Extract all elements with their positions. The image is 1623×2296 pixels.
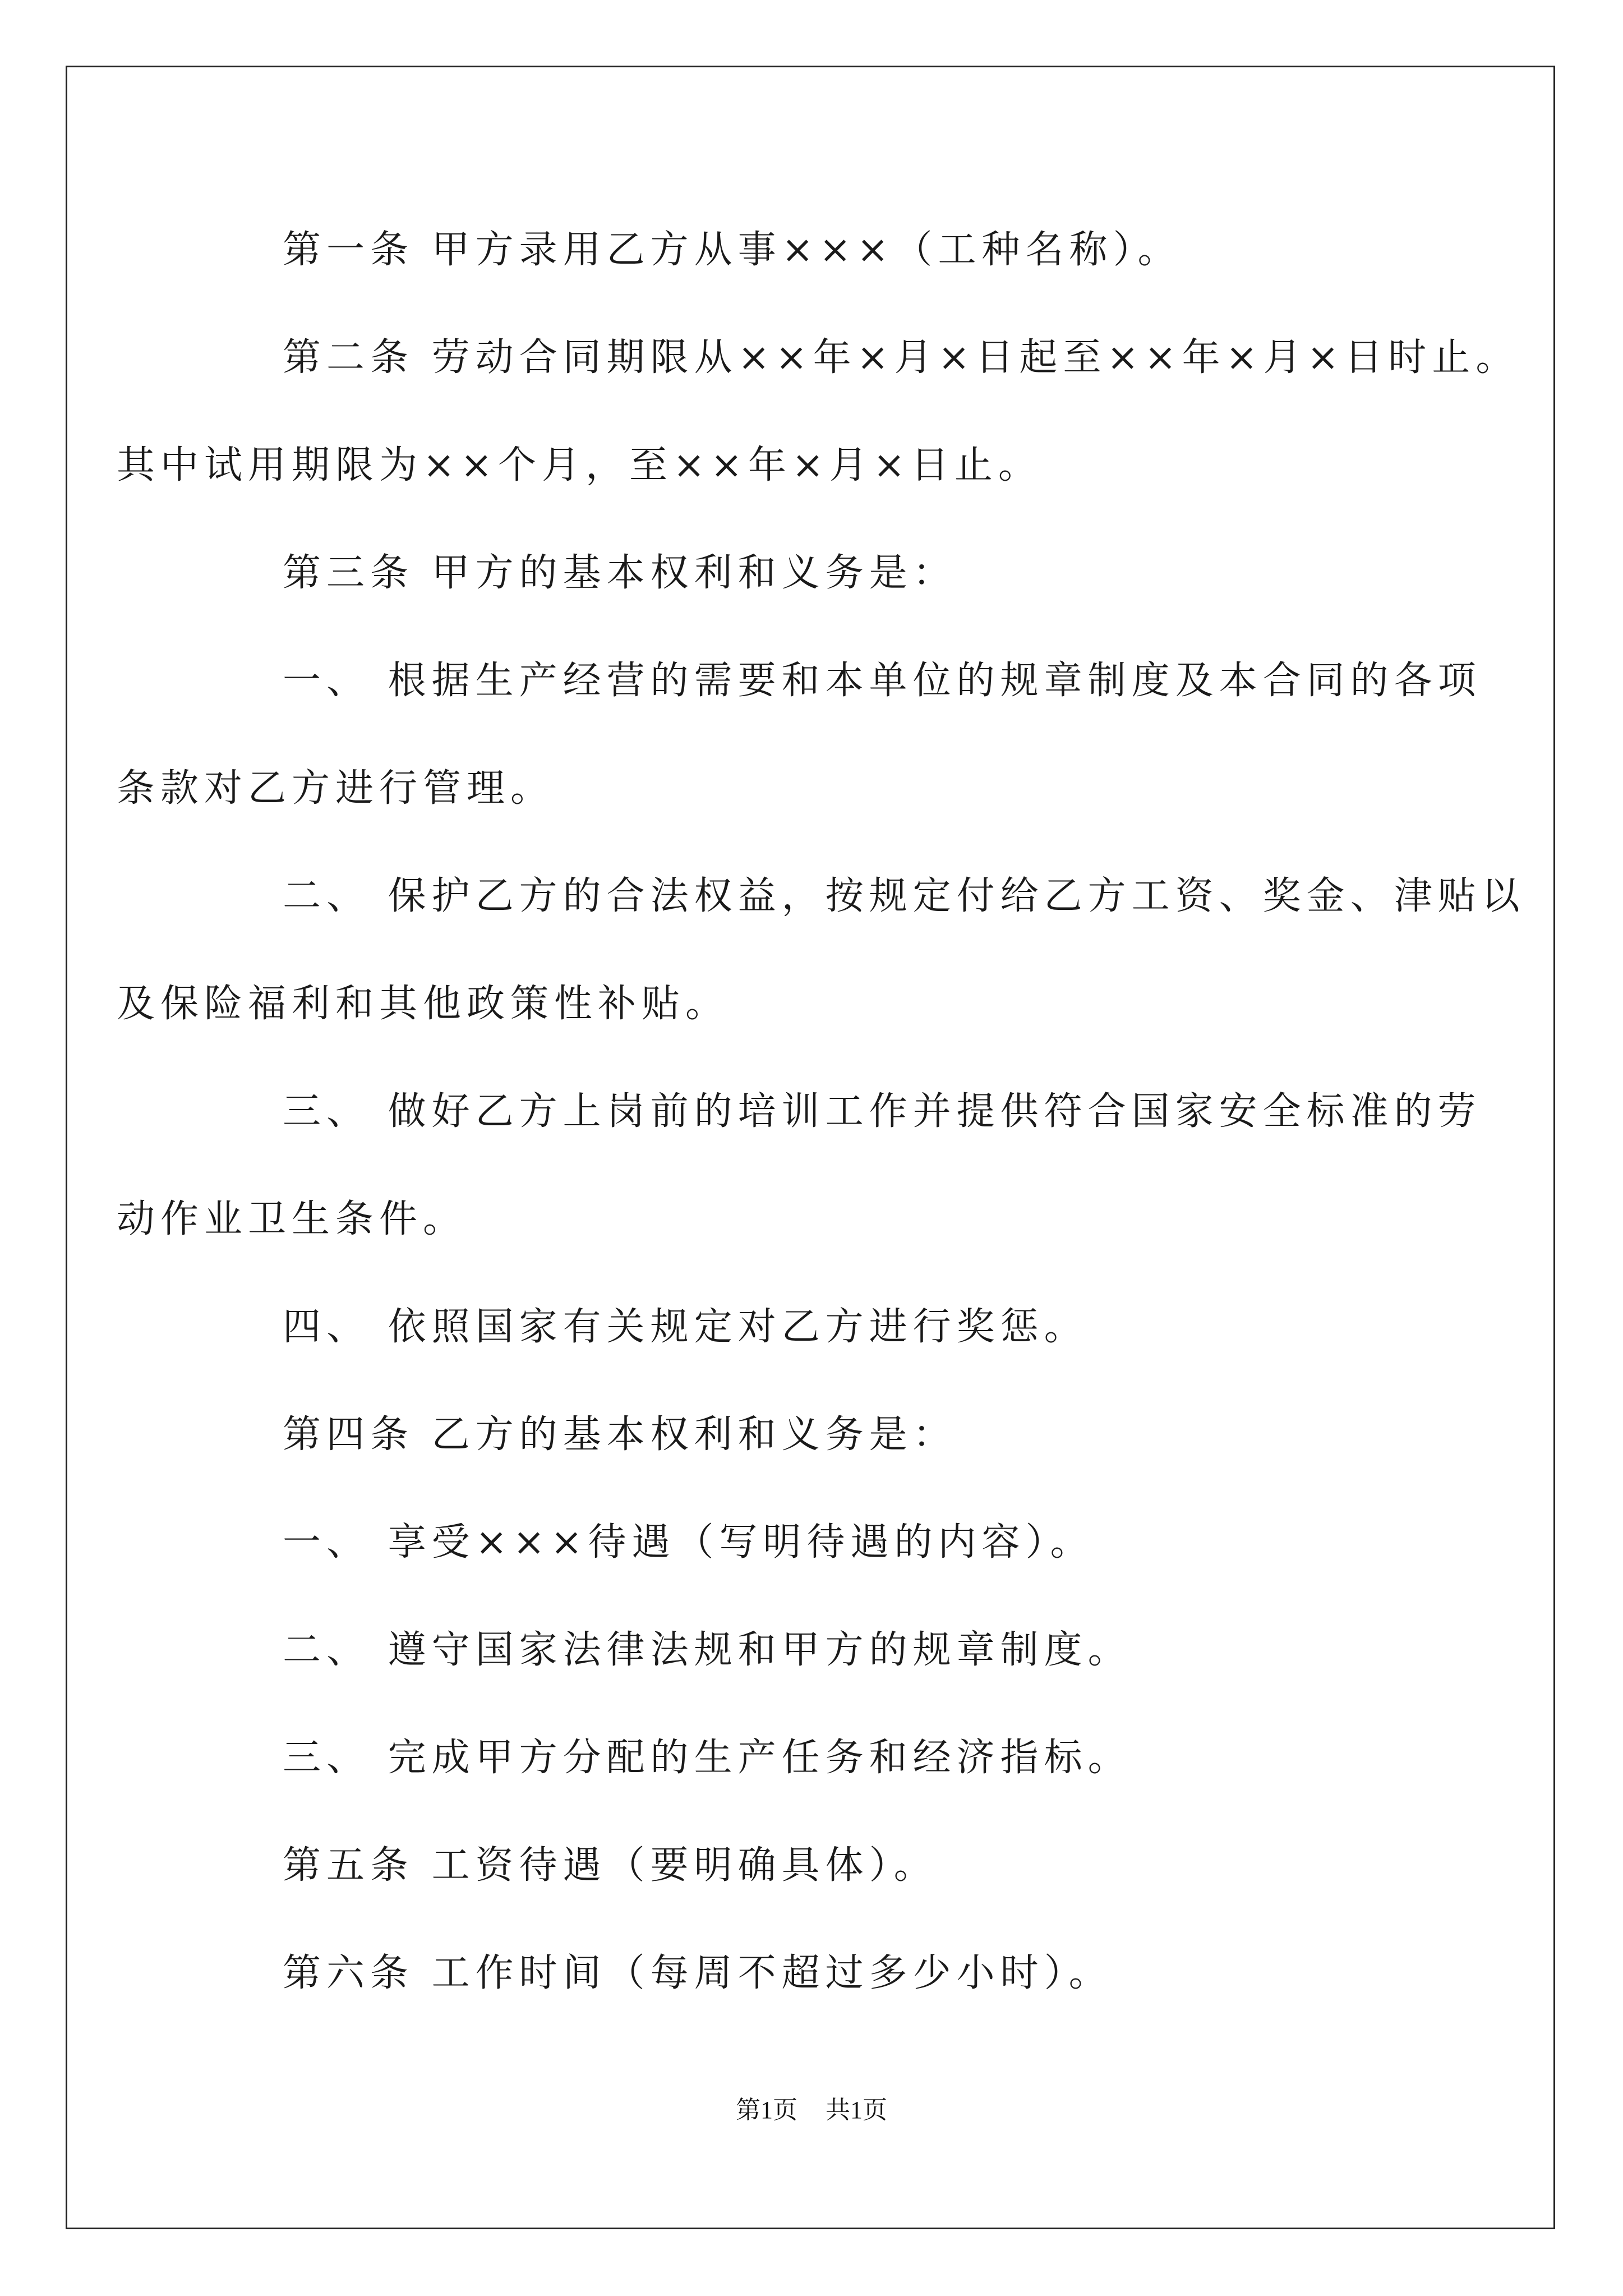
paragraph-item-3-3-cont [117, 1166, 1429, 1273]
paragraph-item-3-1 [200, 627, 1512, 735]
paragraph-item-3-1-cont [117, 735, 1429, 843]
paragraph-article-2 [200, 304, 1520, 412]
page-number: 第1页 [736, 2096, 797, 2124]
paragraph-line: 条款对乙方进行管理。 [117, 766, 555, 811]
paragraph-item-3-2 [200, 843, 1525, 950]
paragraph-line: 三、 完成甲方分配的生产任务和经济指标。 [283, 1736, 1132, 1780]
paragraph-line: 第三条 甲方的基本权利和义务是： [283, 551, 957, 595]
paragraph-line: 动作业卫生条件。 [117, 1197, 467, 1241]
document-body [117, 196, 1525, 2027]
paragraph-article-1 [200, 196, 1512, 304]
paragraph-line: 一、 根据生产经营的需要和本单位的规章制度及本合同的各项 [283, 659, 1482, 703]
page-footer [0, 2090, 1623, 2125]
paragraph-article-4 [200, 1381, 1512, 1489]
paragraph-line: 第四条 乙方的基本权利和义务是： [283, 1412, 957, 1457]
paragraph-item-3-4 [200, 1273, 1512, 1381]
paragraph-article-2-cont [34, 412, 1429, 519]
paragraph-item-4-2 [200, 1596, 1512, 1704]
paragraph-item-4-1 [200, 1489, 1512, 1596]
paragraph-line: 四、 依照国家有关规定对乙方进行奖惩。 [283, 1305, 1088, 1349]
paragraph-line: 三、 做好乙方上岗前的培训工作并提供符合国家安全标准的劳 [283, 1089, 1482, 1134]
paragraph-article-5 [200, 1812, 1512, 1920]
paragraph-item-4-3 [200, 1704, 1512, 1812]
paragraph-item-3-2-cont [117, 950, 1429, 1058]
paragraph-line: 一、 享受×××待遇（写明待遇的内容）。 [283, 1520, 1094, 1565]
paragraph-item-3-3 [200, 1058, 1512, 1166]
page-total: 共1页 [826, 2096, 887, 2124]
paragraph-article-3 [200, 519, 1512, 627]
paragraph-line: 及保险福利和其他政策性补贴。 [117, 982, 730, 1026]
paragraph-line: 其中试用期限为××个月，至××年×月×日止。 [117, 443, 1042, 487]
paragraph-line: 第六条 工作时间（每周不超过多少小时）。 [283, 1951, 1113, 1995]
paragraph-line: 第二条 劳动合同期限从××年×月×日起至××年×月×日时止。 [283, 335, 1520, 380]
paragraph-line: 二、 遵守国家法律法规和甲方的规章制度。 [283, 1628, 1132, 1672]
paragraph-line: 第一条 甲方录用乙方从事×××（工种名称）。 [283, 228, 1182, 272]
paragraph-line: 第五条 工资待遇（要明确具体）。 [283, 1843, 938, 1888]
paragraph-article-6 [200, 1920, 1512, 2027]
paragraph-line: 二、 保护乙方的合法权益，按规定付给乙方工资、奖金、津贴以 [283, 874, 1525, 918]
